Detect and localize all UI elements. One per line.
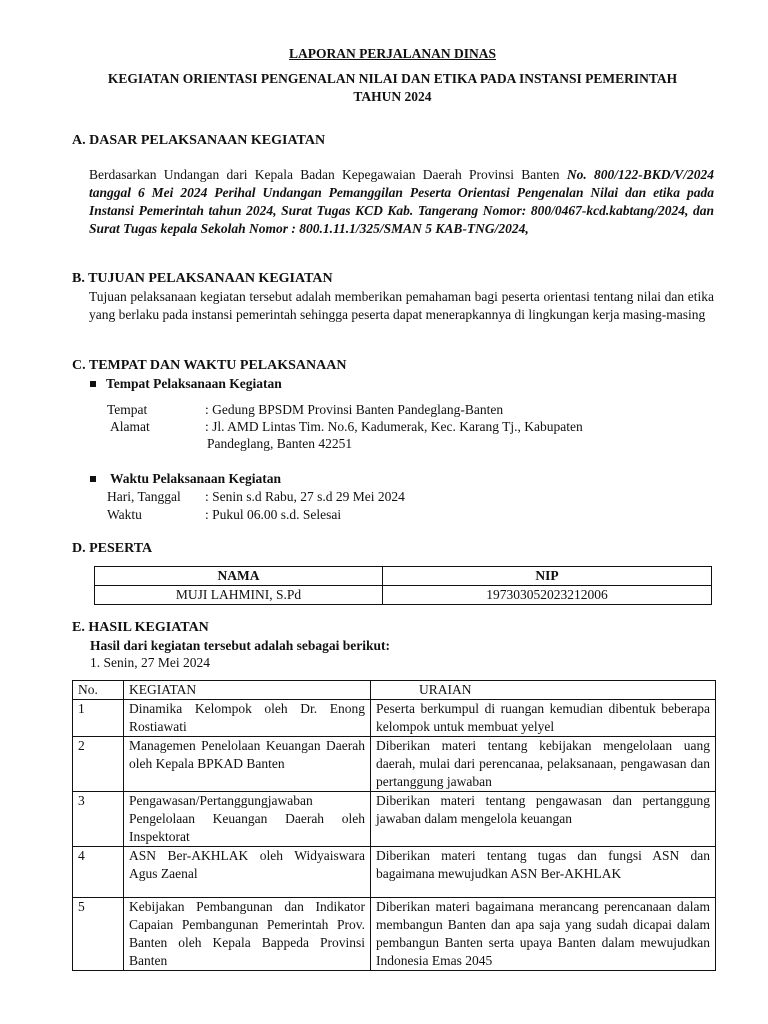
table-row	[73, 700, 716, 737]
row-kegiatan: ASN Ber-AKHLAK oleh Widyaiswara Agus Zaenal	[124, 847, 371, 898]
row-uraian: Diberikan materi bagaimana merancang perencanaan dalam membangun Banten dan apa saja yang sudah dicapai dalam pembangun Banten serta upaya Banten dalam mewujudkan Indonesia Emas 2045	[371, 898, 716, 971]
row-uraian: Diberikan materi tentang pengawasan dan pertanggung jawaban dalam mengelola keuangan	[371, 792, 716, 847]
table-row	[95, 586, 712, 605]
section-a-paragraph	[89, 166, 714, 238]
section-c-heading: C. TEMPAT DAN WAKTU PELAKSANAAN	[72, 358, 347, 373]
peserta-nama: MUJI LAHMINI, S.Pd	[95, 586, 383, 605]
section-e-heading: E. HASIL KEGIATAN	[72, 620, 209, 635]
report-subtitle-line2: TAHUN 2024	[353, 89, 432, 104]
day-1-label: 1. Senin, 27 Mei 2024	[90, 655, 210, 670]
alamat-label: Alamat	[110, 419, 150, 434]
row-kegiatan: Dinamika Kelompok oleh Dr. Enong Rostiawati	[124, 700, 371, 737]
peserta-table	[94, 566, 712, 605]
table-row	[73, 847, 716, 898]
table-header-row	[95, 567, 712, 586]
tempat-label: Tempat	[107, 402, 148, 417]
section-a-reference: No. 800/122-BKD/V/2024 tanggal 6 Mei 2024 Perihal Undangan Pemanggilan Peserta Orientasi Pengenalan Nilai dan etika pada Instansi Pemerintah tahun 2024, Surat Tugas KCD Kab. Tangerang Nomor: 800/0467-kcd.kabtang/2024, dan Surat Tugas kepala Sekolah Nomor : 800.1.11.1/325/SMAN 5 KAB-TNG/2024,	[89, 167, 714, 236]
waktu-value: : Pukul 06.00 s.d. Selesai	[205, 507, 342, 522]
bullet-icon	[90, 476, 96, 482]
hari-label: Hari, Tanggal	[107, 489, 181, 504]
row-uraian: Diberikan materi tentang tugas dan fungsi ASN dan bagaimana mewujudkan ASN Ber-AKHLAK	[371, 847, 716, 898]
tempat-title	[90, 375, 282, 393]
row-no: 4	[73, 847, 124, 898]
row-kegiatan: Pengawasan/Pertanggungjawaban Pengelolaan Keuangan Daerah oleh Inspektorat	[124, 792, 371, 847]
bullet-icon	[90, 381, 96, 387]
report-title: LAPORAN PERJALANAN DINAS	[288, 46, 496, 61]
waktu-label: Waktu	[107, 507, 142, 522]
row-no: 3	[73, 792, 124, 847]
waktu-title	[90, 470, 281, 488]
alamat-value-line1: : Jl. AMD Lintas Tim. No.6, Kadumerak, Kec. Karang Tj., Kabupaten	[205, 419, 583, 434]
table-header-row	[73, 681, 716, 700]
alamat-value-line2: Pandeglang, Banten 42251	[207, 436, 353, 451]
col-no-header: No.	[73, 681, 124, 700]
section-b-paragraph: Tujuan pelaksanaan kegiatan tersebut adalah memberikan pemahaman bagi peserta orientasi tentang nilai dan etika yang berlaku pada instansi pemerintah sehingga peserta dapat menerapkannya di lingkungan kerja masing-masing	[89, 289, 714, 322]
row-kegiatan: Kebijakan Pembangunan dan Indikator Capaian Pembangunan Pemerintah Prov. Banten oleh Kepala Bappeda Provinsi Banten	[124, 898, 371, 971]
peserta-nip: 197303052023212006	[383, 586, 712, 605]
row-no: 1	[73, 700, 124, 737]
col-kegiatan-header: KEGIATAN	[124, 681, 371, 700]
col-nama-header: NAMA	[95, 567, 383, 586]
row-no: 2	[73, 737, 124, 792]
row-uraian: Peserta berkumpul di ruangan kemudian dibentuk beberapa kelompok untuk membuat yelyel	[371, 700, 716, 737]
section-a-text: Berdasarkan Undangan dari Kepala Badan Kepegawaian Daerah Provinsi Banten	[89, 167, 567, 182]
tempat-title-label: Tempat Pelaksanaan Kegiatan	[106, 376, 282, 391]
col-uraian-header: URAIAN	[371, 681, 716, 700]
section-a-heading: A. DASAR PELAKSANAAN KEGIATAN	[72, 133, 326, 148]
table-row	[73, 898, 716, 971]
report-subtitle-line1: KEGIATAN ORIENTASI PENGENALAN NILAI DAN ETIKA PADA INSTANSI PEMERINTAH	[107, 71, 678, 86]
waktu-title-label: Waktu Pelaksanaan Kegiatan	[110, 471, 282, 486]
row-uraian: Diberikan materi tentang kebijakan mengelolaan uang daerah, mulai dari perencanaa, pelaksanaan, pengawasan dan pertanggung jawaban	[371, 737, 716, 792]
section-e-intro: Hasil dari kegiatan tersebut adalah sebagai berikut:	[90, 638, 391, 653]
row-no: 5	[73, 898, 124, 971]
section-d-heading: D. PESERTA	[72, 541, 153, 556]
section-b-heading: B. TUJUAN PELAKSANAAN KEGIATAN	[72, 271, 333, 286]
hasil-table	[72, 680, 716, 971]
table-row	[73, 792, 716, 847]
row-kegiatan: Managemen Penelolaan Keuangan Daerah oleh Kepala BPKAD Banten	[124, 737, 371, 792]
col-nip-header: NIP	[383, 567, 712, 586]
hari-value: : Senin s.d Rabu, 27 s.d 29 Mei 2024	[205, 489, 405, 504]
tempat-value: : Gedung BPSDM Provinsi Banten Pandeglang-Banten	[205, 402, 504, 417]
table-row	[73, 737, 716, 792]
